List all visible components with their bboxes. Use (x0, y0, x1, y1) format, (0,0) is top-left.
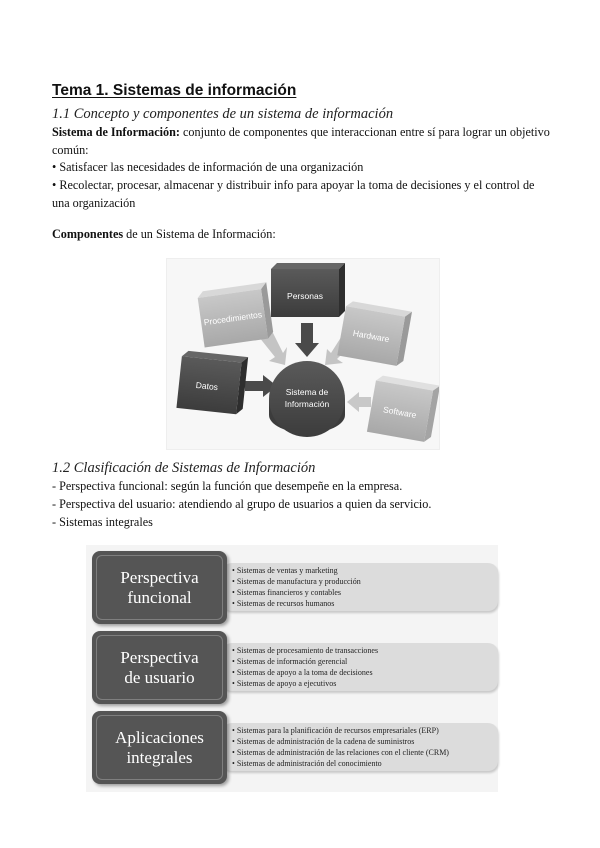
row-title-line1: Perspectiva (120, 567, 199, 587)
row-items-list (232, 725, 449, 769)
box-datos (176, 350, 248, 415)
components-text: de un Sistema de Información: (123, 227, 276, 241)
box-procedimientos (197, 282, 274, 347)
section-heading-1: 1.1 Concepto y componentes de un sistema de información (52, 106, 394, 122)
software-label: Software (382, 404, 418, 420)
procedimientos-label: Procedimientos (203, 309, 263, 328)
list-item: • Sistemas financieros y contables (232, 587, 361, 598)
components-diagram-svg (167, 259, 439, 449)
list-item: • Sistemas de administración del conocimiento (232, 758, 449, 769)
list-item: • Sistemas de procesamiento de transacciones (232, 645, 378, 656)
components-term: Componentes (52, 227, 124, 241)
arrow-personas (295, 323, 319, 357)
classification-row-usuario (92, 631, 492, 704)
classification-row-funcional (92, 551, 492, 624)
list-item: • Sistemas de administración de las relaciones con el cliente (CRM) (232, 747, 449, 758)
list-item: • Sistemas de apoyo a la toma de decisiones (232, 667, 378, 678)
list-item: • Sistemas de administración de la cadena de suministros (232, 736, 449, 747)
hardware-label: Hardware (352, 327, 391, 345)
classification-line-2: - Perspectiva del usuario: atendiendo al grupo de usuarios a quien da servicio. (52, 497, 432, 511)
row-items-list (232, 645, 378, 689)
row-title-text (120, 568, 198, 608)
definition-term: Sistema de Información: (52, 125, 180, 139)
center-label-line1: Sistema de (285, 387, 329, 397)
row-title-box (92, 711, 227, 784)
center-label-line2: Información (284, 399, 330, 409)
row-title-line1: Perspectiva (120, 647, 199, 667)
list-item: • Sistemas de información gerencial (232, 656, 378, 667)
classification-line-1: - Perspectiva funcional: según la función que desempeñe en la empresa. (52, 479, 403, 493)
row-items-list (232, 565, 361, 609)
box-hardware (337, 300, 412, 367)
list-item: • Sistemas de ventas y marketing (232, 565, 361, 576)
row-title-text (120, 648, 198, 688)
row-title-box (92, 631, 227, 704)
list-item: • Sistemas de recursos humanos (232, 598, 361, 609)
section-heading-2: 1.2 Clasificación de Sistemas de Información (52, 460, 316, 476)
components-diagram (166, 258, 440, 450)
components-paragraph (52, 226, 552, 244)
box-software (367, 375, 439, 443)
classification-row-integrales (92, 711, 492, 784)
bullet-2: • Recolectar, procesar, almacenar y distribuir info para apoyar la toma de decisiones y el control de una organización (52, 178, 535, 210)
classification-diagram (86, 545, 498, 792)
datos-label: Datos (195, 379, 219, 393)
row-title-line2: funcional (127, 587, 192, 607)
row-title-line1: Aplicaciones (115, 727, 204, 747)
list-item: • Sistemas para la planificación de recursos empresariales (ERP) (232, 725, 449, 736)
arrow-software (347, 392, 371, 412)
row-title-line2: integrales (126, 747, 193, 767)
list-item: • Sistemas de manufactura y producción (232, 576, 361, 587)
box-personas (271, 263, 345, 317)
definition-text: conjunto de componentes que interaccionan entre sí para lograr un objetivo común: (52, 125, 550, 157)
row-title-text (115, 728, 204, 768)
page-title: Tema 1. Sistemas de información (52, 82, 297, 99)
list-item: • Sistemas de apoyo a ejecutivos (232, 678, 378, 689)
row-title-line2: de usuario (124, 667, 195, 687)
definition-paragraph (52, 124, 552, 159)
row-title-box (92, 551, 227, 624)
classification-line-3: - Sistemas integrales (52, 515, 153, 529)
center-disk (269, 361, 345, 437)
personas-label: Personas (287, 291, 323, 301)
bullet-1: • Satisfacer las necesidades de información de una organización (52, 160, 364, 174)
